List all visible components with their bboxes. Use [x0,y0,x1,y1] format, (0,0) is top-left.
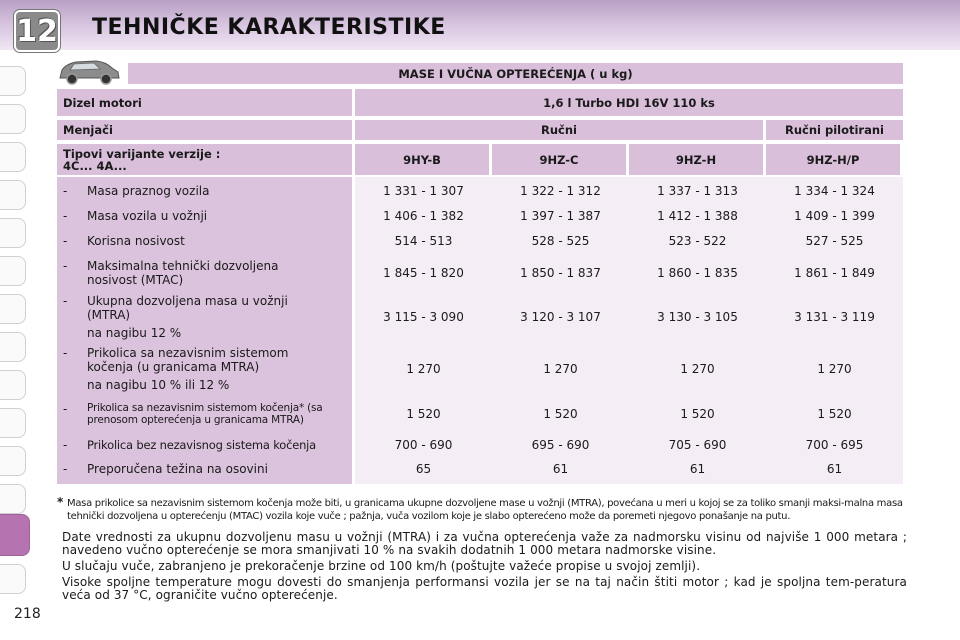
chapter-tab-active[interactable] [0,514,30,556]
table-cell: 514 - 513 [394,234,453,248]
chapter-tab[interactable] [0,256,26,286]
table-cell: 528 - 525 [531,234,590,248]
row-label-line: na nagibu 10 % ili 12 % [87,378,230,392]
row-label-text: Preporučena težina na osovini [87,462,268,476]
table-cell: 700 - 690 [394,438,453,452]
header-rule [0,50,960,52]
engine-label: Dizel motori [57,89,352,116]
chapter-tab[interactable] [0,142,26,172]
table-cell: 527 - 525 [805,234,864,248]
row-label [57,234,355,248]
table-row [57,400,903,428]
table-cell: 1 334 - 1 324 [794,184,875,198]
table-cell: 61 [552,462,569,476]
table-cell: 1 845 - 1 820 [383,266,464,280]
table-cell: 3 120 - 3 107 [520,310,601,324]
row-label-line: Prikolica sa nezavisnim sistemom [87,346,289,360]
body-paragraph: Visoke spoljne temperature mogu dovesti do smanjenja performansi vozila jer se na taj način štiti motor ; kad je spoljna tem-peratura veća od 37 °C, ograničite vučno opterećenje. [62,575,907,602]
row-dash: - [63,438,68,452]
row-label [57,294,355,340]
row-label [57,402,355,426]
gearbox-manual: Ručni [355,120,763,140]
table-cell: 1 409 - 1 399 [794,209,875,223]
table-cell: 705 - 690 [668,438,727,452]
chapter-tab[interactable] [0,484,26,514]
table-cell: 3 115 - 3 090 [383,310,464,324]
table-row [57,258,903,288]
footnote [57,497,907,523]
chapter-tab[interactable] [0,66,26,96]
variants-label-line2: 4C... 4A... [63,158,127,173]
table-cell: 1 850 - 1 837 [520,266,601,280]
table-cell: 1 406 - 1 382 [383,209,464,223]
row-label-line: prenosom opterećenja u granicama MTRA) [87,414,304,426]
row-label-line: nosivost (MTAC) [87,273,184,287]
row-dash: - [63,402,68,416]
footnote-text: Masa prikolice sa nezavisnim sistemom kočenja može biti, u granicama ukupne dozvoljene mase u vožnji (MTRA), povećana u meri u kojoj se za toliko smanji maksi-malna masa tehnički dozvoljena u opterećenju (MTAC) vozila koje vuče ; pažnja, vuča vozilom koje je slabo opterećeno može da poremeti njegovo ponašanje na putu. [67,498,903,522]
table-cell: 695 - 690 [531,438,590,452]
row-label [57,184,355,198]
footnote-star: * [57,495,63,509]
variants-row [57,144,900,175]
body-paragraph: U slučaju vuče, zabranjeno je prekoračenje brzine od 100 km/h (poštujte važeće propise u svojoj zemlji). [62,559,701,573]
row-label-text: Korisna nosivost [87,234,185,248]
table-cell: 61 [826,462,843,476]
table-row [57,294,903,340]
page-number: 218 [14,606,41,622]
row-label [57,259,355,287]
table-row [57,183,903,199]
row-label-text: Prikolica bez nezavisnog sistema kočenja [87,438,317,452]
table-cell: 1 397 - 1 387 [520,209,601,223]
chapter-tab[interactable] [0,408,26,438]
gearbox-label: Menjači [57,120,352,140]
page-title: TEHNIČKE KARAKTERISTIKE [92,15,446,40]
table-row [57,461,903,477]
row-label-text: Masa vozila u vožnji [87,209,208,223]
row-dash: - [63,294,68,308]
table-cell: 1 520 [680,407,715,421]
table-cell: 1 520 [406,407,441,421]
table-row [57,346,903,392]
table-cell: 700 - 695 [805,438,864,452]
table-caption: MASE I VUČNA OPTEREĆENJA ( u kg) [128,63,903,84]
chapter-tab[interactable] [0,332,26,362]
table-row [57,208,903,224]
row-label-text [87,402,323,426]
table-cell: 1 331 - 1 307 [383,184,464,198]
row-dash: - [63,184,68,198]
row-label-text [87,294,288,340]
chapter-tab[interactable] [0,218,26,248]
table-cell: 1 520 [543,407,578,421]
body-paragraph: Date vrednosti za ukupnu dozvoljenu masu u vožnji (MTRA) i za vučna opterećenja važe za nadmorsku visinu od najviše 1 000 metara ; navedeno vučno opterećenje se mora smanjivati 10 % na svakih dodatnih 1 000 metara nadmorske visine. [62,530,907,557]
row-label-text [87,259,278,287]
chapter-tab[interactable] [0,180,26,210]
table-cell: 1 861 - 1 849 [794,266,875,280]
chapter-tab-rail [0,58,28,618]
table-cell: 1 270 [680,362,715,376]
table-cell: 1 337 - 1 313 [657,184,738,198]
variants-label-line1: Tipovi varijante verzije : [63,146,221,161]
table-cell: 523 - 522 [668,234,727,248]
chapter-tab[interactable] [0,294,26,324]
row-label-line: (MTRA) [87,308,131,322]
table-row [57,437,903,453]
gearbox-row [57,120,903,140]
row-label-text [87,346,288,392]
row-label-line: Prikolica sa nezavisnim sistemom kočenja* (sa [87,402,323,414]
table-cell: 3 131 - 3 119 [794,310,875,324]
variants-label [57,144,352,175]
table-cell: 1 270 [543,362,578,376]
row-label [57,438,355,452]
table-cell: 61 [689,462,706,476]
table-cell: 1 270 [817,362,852,376]
engine-value: 1,6 l Turbo HDI 16V 110 ks [355,89,903,116]
chapter-tab[interactable] [0,446,26,476]
row-label [57,462,355,476]
row-label-line: kočenja (u granicama MTRA) [87,360,260,374]
variant-header: 9HY-B [355,144,489,175]
table-cell: 1 322 - 1 312 [520,184,601,198]
row-label-line: Ukupna dozvoljena masa u vožnji [87,294,288,308]
row-dash: - [63,346,68,360]
chapter-tab[interactable] [0,564,26,594]
row-label-line: na nagibu 12 % [87,326,182,340]
table-cell: 1 270 [406,362,441,376]
table-cell: 1 412 - 1 388 [657,209,738,223]
table-cell: 3 130 - 3 105 [657,310,738,324]
chapter-tab[interactable] [0,370,26,400]
row-label [57,209,355,223]
row-label-line: Maksimalna tehnički dozvoljena [87,259,279,273]
table-cell: 1 860 - 1 835 [657,266,738,280]
engine-row [57,89,903,116]
table-cell: 65 [415,462,432,476]
row-dash: - [63,259,68,273]
row-dash: - [63,209,68,223]
car-icon [56,56,122,86]
row-dash: - [63,462,68,476]
chapter-tab[interactable] [0,104,26,134]
row-dash: - [63,234,68,248]
row-label-text: Masa praznog vozila [87,184,210,198]
row-label [57,346,355,392]
variant-header: 9HZ-H [629,144,763,175]
table-cell: 1 520 [817,407,852,421]
gearbox-piloted: Ručni pilotirani [766,120,903,140]
variant-header: 9HZ-C [492,144,626,175]
chapter-badge-icon: 12 [14,10,60,52]
table-row [57,233,903,249]
variant-header: 9HZ-H/P [766,144,900,175]
